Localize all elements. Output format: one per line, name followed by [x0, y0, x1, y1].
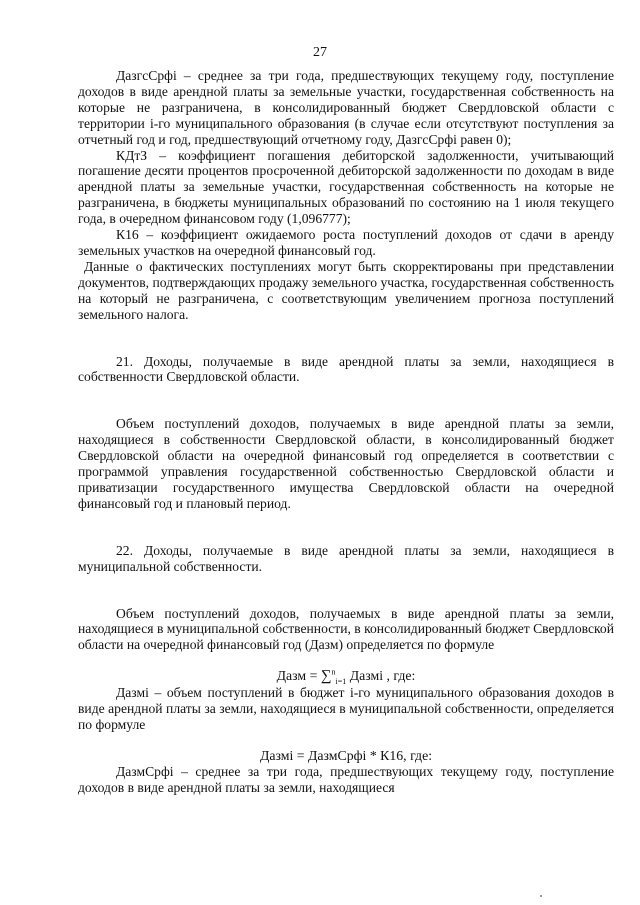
- sum-upper-limit: n: [331, 667, 336, 677]
- sum-symbol: ∑: [320, 668, 332, 685]
- paragraph-dazmsrfi-definition: ДазмСрфi – среднее за три года, предшествующих текущему году, поступление доходов в виде арендной платы за земли, находящиеся: [78, 763, 614, 795]
- paragraph-municipal-land-rent: Объем поступлений доходов, получаемых в виде арендной платы за земли, находящиеся в муниципальной собственности, в консолидированный бюджет Свердловской области на очередной финансовый год (Дазм) определяется по формуле: [78, 605, 614, 653]
- paragraph-actual-receipts-note: Данные о фактических поступлениях могут быть скорректированы при представлении документов, подтверждающих продажу земельного участка, государственная собственность на который не разграничена, с соответствующим увеличением прогноза поступлений земельного налога.: [78, 258, 614, 322]
- spacer: [78, 323, 614, 354]
- spacer: [78, 575, 614, 606]
- sum-lower-limit: i=1: [335, 677, 347, 687]
- paragraph-dazgssrfi-definition: ДазгсСрфi – среднее за три года, предшествующих текущему году, поступление доходов в виде арендной платы за земельные участки, государственная собственность на которые не разграничена, в консолидированный бюджет Свердловской области с территории i-го муниципального образования (в случае если отсутствуют поступления за отчетный год и год, предшествующий отчетному году, ДазгсСрфi равен 0);: [78, 68, 614, 147]
- paragraph-dazmi-definition: Дазмi – объем поступлений в бюджет i-го муниципального образования доходов в виде арендной платы за земли, находящиеся в муниципальной собственности, определяется по формуле: [78, 685, 614, 732]
- formula-dazm-sum: [78, 668, 614, 685]
- scan-speck: [540, 895, 542, 897]
- section-heading-21: 21. Доходы, получаемые в виде арендной платы за земли, находящиеся в собственности Свердловской области.: [78, 353, 614, 385]
- paragraph-k16-definition: К16 – коэффициент ожидаемого роста поступлений доходов от сдачи в аренду земельных участков на очередной финансовый год.: [78, 227, 614, 258]
- paragraph-regional-land-rent: Объем поступлений доходов, получаемых в виде арендной платы за земли, находящиеся в собственности Свердловской области, в консолидированный бюджет Свердловской области на очередной финансовый год определяется в соответствии с программой управления государственной собственностью Свердловской области и приватизации государственного имущества Свердловской области на очередной финансовый год и плановый период.: [78, 416, 614, 511]
- document-body: [78, 68, 614, 796]
- spacer: [78, 733, 614, 748]
- page-number: 27: [313, 45, 327, 60]
- section-heading-22: 22. Доходы, получаемые в виде арендной платы за земли, находящиеся в муниципальной собственности.: [78, 542, 614, 574]
- spacer: [78, 653, 614, 668]
- formula-lhs: Дазм =: [276, 668, 321, 684]
- paragraph-kdtz-definition: КДтЗ – коэффициент погашения дебиторской задолженности, учитывающий погашение десяти процентов просроченной дебиторской задолженности по доходам в виде арендной платы за земельные участки, государственная собственность на которые не разграничена, в бюджеты муниципальных образований по состоянию на 1 июля текущего года, в очередном финансовом году (1,096777);: [78, 147, 614, 227]
- spacer: [78, 385, 614, 416]
- formula-rhs: Дазмi , где:: [346, 668, 416, 684]
- formula-dazmi: Дазмi = ДазмСрфi * К16, где:: [259, 747, 433, 763]
- spacer: [78, 512, 614, 543]
